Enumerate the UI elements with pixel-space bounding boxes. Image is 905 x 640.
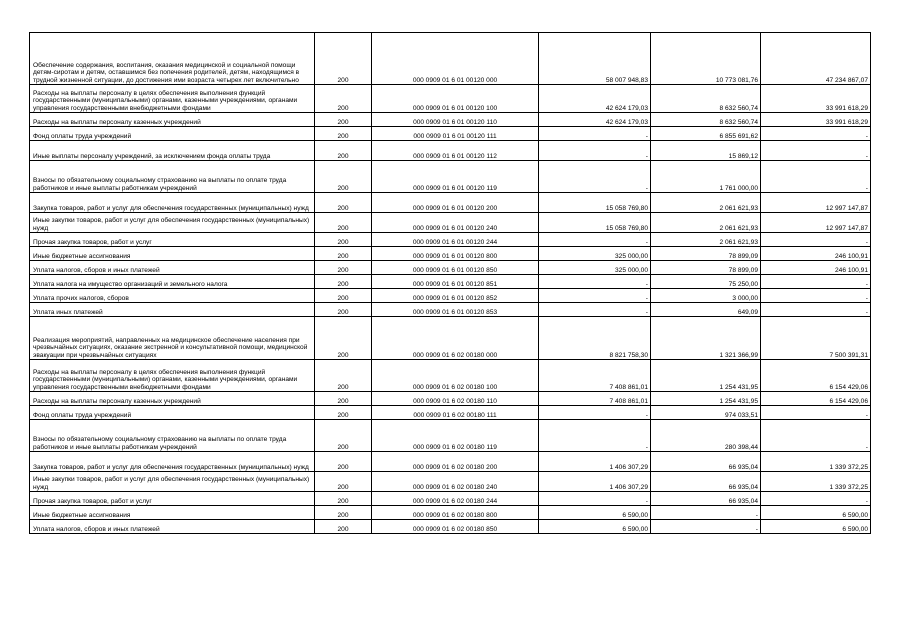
row-code-cell: 200 [315, 420, 372, 452]
row-approved-cell: 325 000,00 [539, 247, 651, 261]
row-approved-cell: - [539, 275, 651, 289]
row-code-cell: 200 [315, 213, 372, 233]
row-approved-cell: 8 821 758,30 [539, 317, 651, 360]
row-code-cell: 200 [315, 317, 372, 360]
row-unexecuted-cell: - [761, 127, 871, 141]
row-unexecuted-cell: 1 339 372,25 [761, 472, 871, 492]
row-name-cell: Иные бюджетные ассигнования [30, 506, 315, 520]
row-name-cell: Иные бюджетные ассигнования [30, 247, 315, 261]
row-name-cell: Фонд оплаты труда учреждений [30, 127, 315, 141]
row-code-cell: 200 [315, 506, 372, 520]
budget-table [29, 32, 871, 534]
row-approved-cell: 42 624 179,03 [539, 85, 651, 113]
row-approved-cell: 325 000,00 [539, 261, 651, 275]
row-unexecuted-cell: 12 997 147,87 [761, 213, 871, 233]
row-classification-cell: 000 0909 01 6 02 00180 800 [372, 506, 539, 520]
row-executed-cell: 66 935,04 [651, 492, 761, 506]
row-approved-cell: 6 590,00 [539, 506, 651, 520]
row-code-cell: 200 [315, 406, 372, 420]
row-code-cell: 200 [315, 85, 372, 113]
row-approved-cell: 1 406 307,29 [539, 472, 651, 492]
row-executed-cell: 8 632 560,74 [651, 85, 761, 113]
row-classification-cell: 000 0909 01 6 01 00120 850 [372, 261, 539, 275]
row-code-cell: 200 [315, 161, 372, 193]
row-code-cell: 200 [315, 127, 372, 141]
row-name-cell: Расходы на выплаты персоналу казенных учреждений [30, 113, 315, 127]
table-row [30, 85, 871, 113]
row-unexecuted-cell: 246 100,91 [761, 261, 871, 275]
table-row [30, 520, 871, 534]
row-name-cell: Расходы на выплаты персоналу в целях обеспечения выполнения функций государственными (муниципальными) органами, казенными учреждениями, органами управления государственными внебюджетными фондами [30, 85, 315, 113]
row-unexecuted-cell: 6 590,00 [761, 520, 871, 534]
row-name-cell: Иные выплаты персоналу учреждений, за исключением фонда оплаты труда [30, 141, 315, 161]
table-row [30, 472, 871, 492]
row-approved-cell: 1 406 307,29 [539, 452, 651, 472]
row-classification-cell: 000 0909 01 6 02 00180 111 [372, 406, 539, 420]
row-name-cell: Прочая закупка товаров, работ и услуг [30, 492, 315, 506]
row-code-cell: 200 [315, 261, 372, 275]
row-executed-cell: 8 632 560,74 [651, 113, 761, 127]
row-unexecuted-cell: 6 154 429,06 [761, 392, 871, 406]
row-executed-cell: 2 061 621,93 [651, 233, 761, 247]
row-approved-cell: - [539, 127, 651, 141]
row-code-cell: 200 [315, 472, 372, 492]
table-row [30, 317, 871, 360]
row-code-cell: 200 [315, 233, 372, 247]
row-approved-cell: - [539, 233, 651, 247]
row-approved-cell: 7 408 861,01 [539, 360, 651, 392]
table-row [30, 303, 871, 317]
row-unexecuted-cell: 7 500 391,31 [761, 317, 871, 360]
row-executed-cell: 649,09 [651, 303, 761, 317]
table-row [30, 141, 871, 161]
row-name-cell: Прочая закупка товаров, работ и услуг [30, 233, 315, 247]
row-approved-cell: - [539, 141, 651, 161]
row-code-cell: 200 [315, 360, 372, 392]
row-approved-cell: 6 590,00 [539, 520, 651, 534]
row-executed-cell: 66 935,04 [651, 452, 761, 472]
row-unexecuted-cell: - [761, 141, 871, 161]
row-unexecuted-cell: 6 154 429,06 [761, 360, 871, 392]
row-approved-cell: - [539, 406, 651, 420]
row-approved-cell: 7 408 861,01 [539, 392, 651, 406]
row-code-cell: 200 [315, 303, 372, 317]
row-unexecuted-cell: - [761, 420, 871, 452]
row-classification-cell: 000 0909 01 6 01 00120 000 [372, 33, 539, 85]
row-executed-cell: 1 254 431,95 [651, 392, 761, 406]
row-unexecuted-cell: - [761, 289, 871, 303]
row-classification-cell: 000 0909 01 6 01 00120 852 [372, 289, 539, 303]
row-name-cell: Взносы по обязательному социальному страхованию на выплаты по оплате труда работников и иные выплаты работникам учреждений [30, 420, 315, 452]
row-code-cell: 200 [315, 141, 372, 161]
row-executed-cell: 1 254 431,95 [651, 360, 761, 392]
row-classification-cell: 000 0909 01 6 02 00180 119 [372, 420, 539, 452]
row-executed-cell: 78 899,09 [651, 261, 761, 275]
row-executed-cell: 1 761 000,00 [651, 161, 761, 193]
row-unexecuted-cell: - [761, 275, 871, 289]
row-code-cell: 200 [315, 452, 372, 472]
table-row [30, 161, 871, 193]
row-name-cell: Расходы на выплаты персоналу казенных учреждений [30, 392, 315, 406]
row-classification-cell: 000 0909 01 6 01 00120 119 [372, 161, 539, 193]
row-classification-cell: 000 0909 01 6 01 00120 244 [372, 233, 539, 247]
row-unexecuted-cell: - [761, 492, 871, 506]
row-name-cell: Фонд оплаты труда учреждений [30, 406, 315, 420]
row-executed-cell: 280 398,44 [651, 420, 761, 452]
row-name-cell: Иные закупки товаров, работ и услуг для обеспечения государственных (муниципальных) нужд [30, 213, 315, 233]
row-executed-cell: 10 773 081,76 [651, 33, 761, 85]
row-name-cell: Уплата налога на имущество организаций и земельного налога [30, 275, 315, 289]
table-row [30, 289, 871, 303]
row-approved-cell: 15 058 769,80 [539, 213, 651, 233]
row-approved-cell: - [539, 303, 651, 317]
row-classification-cell: 000 0909 01 6 01 00120 111 [372, 127, 539, 141]
row-code-cell: 200 [315, 193, 372, 213]
row-unexecuted-cell: - [761, 406, 871, 420]
row-classification-cell: 000 0909 01 6 02 00180 244 [372, 492, 539, 506]
row-approved-cell: - [539, 492, 651, 506]
row-executed-cell: 2 061 621,93 [651, 193, 761, 213]
table-row [30, 275, 871, 289]
table-row [30, 392, 871, 406]
row-executed-cell: 78 899,09 [651, 247, 761, 261]
row-approved-cell: 15 058 769,80 [539, 193, 651, 213]
row-classification-cell: 000 0909 01 6 01 00120 851 [372, 275, 539, 289]
row-executed-cell: 1 321 366,99 [651, 317, 761, 360]
table-row [30, 213, 871, 233]
row-approved-cell: - [539, 289, 651, 303]
row-classification-cell: 000 0909 01 6 02 00180 000 [372, 317, 539, 360]
row-name-cell: Уплата налогов, сборов и иных платежей [30, 520, 315, 534]
row-executed-cell: 2 061 621,93 [651, 213, 761, 233]
row-approved-cell: 42 624 179,03 [539, 113, 651, 127]
row-executed-cell: 15 869,12 [651, 141, 761, 161]
row-code-cell: 200 [315, 520, 372, 534]
table-row [30, 492, 871, 506]
table-row [30, 452, 871, 472]
row-classification-cell: 000 0909 01 6 01 00120 240 [372, 213, 539, 233]
row-code-cell: 200 [315, 33, 372, 85]
row-name-cell: Уплата прочих налогов, сборов [30, 289, 315, 303]
row-name-cell: Уплата иных платежей [30, 303, 315, 317]
row-unexecuted-cell: 47 234 867,07 [761, 33, 871, 85]
row-approved-cell: 58 007 948,83 [539, 33, 651, 85]
row-unexecuted-cell: - [761, 303, 871, 317]
row-executed-cell: - [651, 520, 761, 534]
row-classification-cell: 000 0909 01 6 02 00180 240 [372, 472, 539, 492]
table-row [30, 247, 871, 261]
budget-report-sheet [29, 32, 870, 534]
row-unexecuted-cell: 1 339 372,25 [761, 452, 871, 472]
row-unexecuted-cell: - [761, 161, 871, 193]
row-name-cell: Обеспечение содержания, воспитания, оказания медицинской и социальной помощи детям-сиротам и детям, оставшимся без попечения родителей, детям, находящимся в трудной жизненной ситуации, до достижения ими возраста четырех лет включительно [30, 33, 315, 85]
row-classification-cell: 000 0909 01 6 01 00120 112 [372, 141, 539, 161]
row-classification-cell: 000 0909 01 6 01 00120 100 [372, 85, 539, 113]
row-name-cell: Уплата налогов, сборов и иных платежей [30, 261, 315, 275]
row-executed-cell: 3 000,00 [651, 289, 761, 303]
row-unexecuted-cell: 12 997 147,87 [761, 193, 871, 213]
table-row [30, 406, 871, 420]
row-executed-cell: 66 935,04 [651, 472, 761, 492]
table-row [30, 506, 871, 520]
row-classification-cell: 000 0909 01 6 01 00120 110 [372, 113, 539, 127]
row-approved-cell: - [539, 420, 651, 452]
row-code-cell: 200 [315, 392, 372, 406]
row-name-cell: Взносы по обязательному социальному страхованию на выплаты по оплате труда работников и иные выплаты работникам учреждений [30, 161, 315, 193]
row-unexecuted-cell: 33 991 618,29 [761, 113, 871, 127]
row-executed-cell: 974 033,51 [651, 406, 761, 420]
row-classification-cell: 000 0909 01 6 02 00180 200 [372, 452, 539, 472]
row-approved-cell: - [539, 161, 651, 193]
row-classification-cell: 000 0909 01 6 02 00180 110 [372, 392, 539, 406]
table-row [30, 261, 871, 275]
row-unexecuted-cell: 33 991 618,29 [761, 85, 871, 113]
row-name-cell: Иные закупки товаров, работ и услуг для обеспечения государственных (муниципальных) нужд [30, 472, 315, 492]
table-row [30, 233, 871, 247]
row-executed-cell: 75 250,00 [651, 275, 761, 289]
table-row [30, 193, 871, 213]
row-name-cell: Реализация мероприятий, направленных на медицинское обеспечение населения при чрезвычайных ситуациях, оказание экстренной и консультативной помощи, медицинской эвакуации при чрезвычайных ситуациях [30, 317, 315, 360]
table-row [30, 33, 871, 85]
row-classification-cell: 000 0909 01 6 01 00120 800 [372, 247, 539, 261]
row-unexecuted-cell: - [761, 233, 871, 247]
row-classification-cell: 000 0909 01 6 01 00120 853 [372, 303, 539, 317]
row-code-cell: 200 [315, 113, 372, 127]
row-classification-cell: 000 0909 01 6 02 00180 100 [372, 360, 539, 392]
row-classification-cell: 000 0909 01 6 02 00180 850 [372, 520, 539, 534]
table-row [30, 420, 871, 452]
table-row [30, 113, 871, 127]
row-code-cell: 200 [315, 289, 372, 303]
row-name-cell: Закупка товаров, работ и услуг для обеспечения государственных (муниципальных) нужд [30, 193, 315, 213]
table-row [30, 127, 871, 141]
row-unexecuted-cell: 246 100,91 [761, 247, 871, 261]
table-row [30, 360, 871, 392]
row-executed-cell: 6 855 691,62 [651, 127, 761, 141]
row-code-cell: 200 [315, 247, 372, 261]
row-code-cell: 200 [315, 492, 372, 506]
row-unexecuted-cell: 6 590,00 [761, 506, 871, 520]
row-name-cell: Закупка товаров, работ и услуг для обеспечения государственных (муниципальных) нужд [30, 452, 315, 472]
row-executed-cell: - [651, 506, 761, 520]
row-name-cell: Расходы на выплаты персоналу в целях обеспечения выполнения функций государственными (муниципальными) органами, казенными учреждениями, органами управления государственными внебюджетными фондами [30, 360, 315, 392]
row-classification-cell: 000 0909 01 6 01 00120 200 [372, 193, 539, 213]
row-code-cell: 200 [315, 275, 372, 289]
